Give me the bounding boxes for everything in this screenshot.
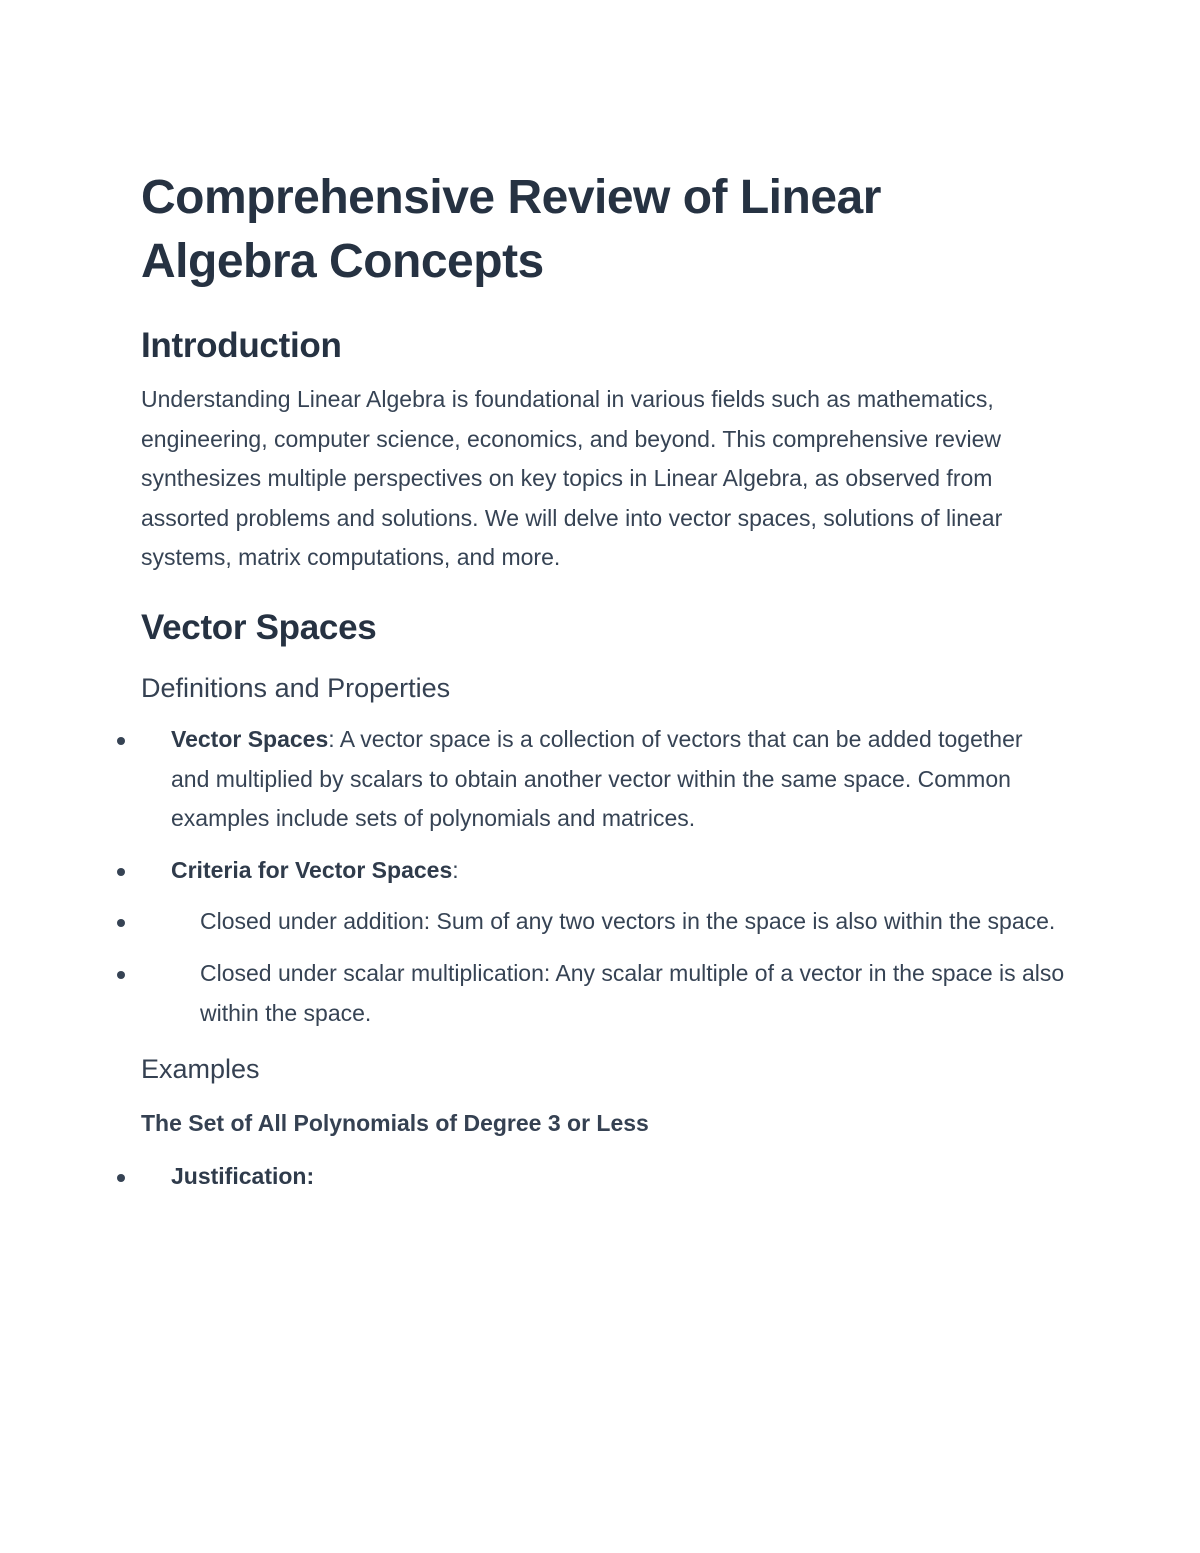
term-justification: Justification bbox=[171, 1163, 307, 1190]
criteria-addition-text: Closed under addition: Sum of any two vectors in the space is also within the space. bbox=[200, 908, 1056, 935]
example-heading-polynomials: The Set of All Polynomials of Degree 3 or Less bbox=[141, 1110, 649, 1137]
subsection-heading-definitions: Definitions and Properties bbox=[141, 672, 451, 703]
list-item-vector-spaces bbox=[141, 720, 1066, 839]
term-vector-spaces: Vector Spaces bbox=[171, 725, 329, 752]
term-criteria: Criteria for Vector Spaces bbox=[171, 856, 453, 883]
document-page bbox=[141, 166, 1066, 1197]
definitions-list bbox=[141, 720, 1066, 890]
bullet-icon bbox=[117, 1174, 125, 1182]
list-item-criteria bbox=[141, 851, 1066, 891]
bullet-icon bbox=[117, 737, 125, 745]
sublist-item-closed-addition bbox=[141, 902, 1066, 942]
criteria-sublist bbox=[141, 902, 1066, 1033]
subsection-heading-examples: Examples bbox=[141, 1054, 260, 1085]
definition-vector-spaces: : A vector space is a collection of vectors that can be added together and multiplied by scalars to obtain another vector within the same space. Common examples include sets of polynomials and matrices. bbox=[171, 725, 1023, 832]
bullet-icon bbox=[117, 919, 125, 927]
bullet-icon bbox=[117, 868, 125, 876]
document-title: Comprehensive Review of Linear Algebra Concepts bbox=[141, 171, 881, 288]
section-heading-introduction: Introduction bbox=[141, 326, 342, 365]
criteria-colon: : bbox=[452, 856, 459, 883]
sublist-item-closed-scalar bbox=[141, 954, 1066, 1033]
section-heading-vector-spaces: Vector Spaces bbox=[141, 607, 377, 647]
list-item-justification bbox=[141, 1157, 1066, 1197]
introduction-paragraph: Understanding Linear Algebra is foundational in various fields such as mathematics, engineering, computer science, economics, and beyond. This comprehensive review synthesizes multiple perspectives on key topics in Linear Algebra, as observed from assorted problems and solutions. We will delve into vector spaces, solutions of linear systems, matrix computations, and more. bbox=[141, 386, 1003, 571]
justification-list bbox=[141, 1157, 1066, 1197]
criteria-scalar-text: Closed under scalar multiplication: Any scalar multiple of a vector in the space is also within the space. bbox=[200, 959, 1065, 1026]
justification-colon: : bbox=[306, 1163, 315, 1190]
bullet-icon bbox=[117, 971, 125, 979]
